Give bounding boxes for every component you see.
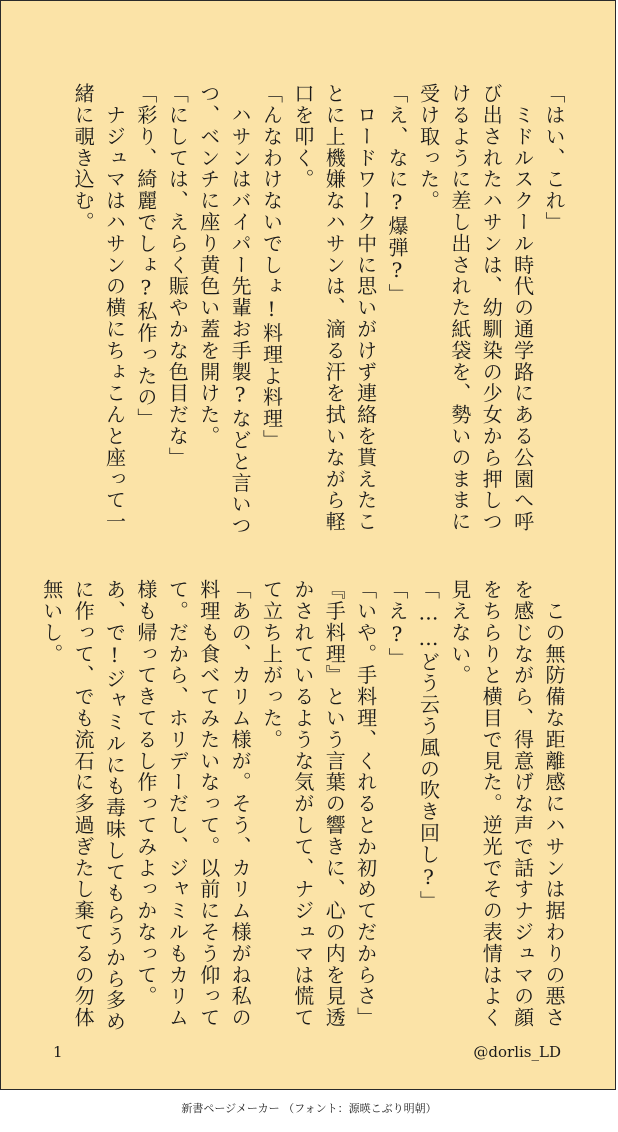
footer-credit: 新書ページメーカー （フォント：源暎こぶり明朝） [181, 1102, 437, 1115]
page-number: 1 [53, 1043, 63, 1061]
text-column-bottom: この無防備な距離感にハサンは据わりの悪さを感じながら、得意げな声で話すナジュマの顔をちらりと横目で見た。逆光でその表情はよく見えない。 「……どう云う風の吹き回し?」 「え?」 「いや。手料理、くれるとか初めてだからさ」 『手料理』という言葉の響きに、心の内を見透かされているような気がして、ナジュマは慌てて立ち上がった。 「あの、カリム様が。そう、カリム様がね私の料理も食べてみたいなって。以前にそう仰ってて。だから、ホリデーだし、ジャミルもカリム様も帰ってきてるし作ってみよっかなって。あ、で!ジャミルにも毒味してもらうから多めに作って、でも流石に多過ぎたし棄てるの勿体無いし。 [39, 579, 566, 1033]
text-column-top: 「はい、これ」 ミドルスクール時代の通学路にある公園へ呼び出されたハサンは、幼馴染の少女から押しつけるように差し出された紙袋を、勢いのままに受け取った。 「え、なに?爆弾?」 ロードワーク中に思いがけず連絡を貰えたことに上機嫌なハサンは、滴る汗を拭いながら軽口を叩く。 「んなわけないでしょ!料理よ料理」 ハサンはバイパー先輩お手製?などと言いつつ、ベンチに座り黄色い蓋を開けた。 「にしては、えらく賑やかな色目だな」 「彩り、綺麗でしょ?私作ったの」 ナジュマはハサンの横にちょこんと座って一緒に覗き込む。 [71, 83, 566, 537]
author-handle: @dorlis_LD [473, 1043, 561, 1061]
